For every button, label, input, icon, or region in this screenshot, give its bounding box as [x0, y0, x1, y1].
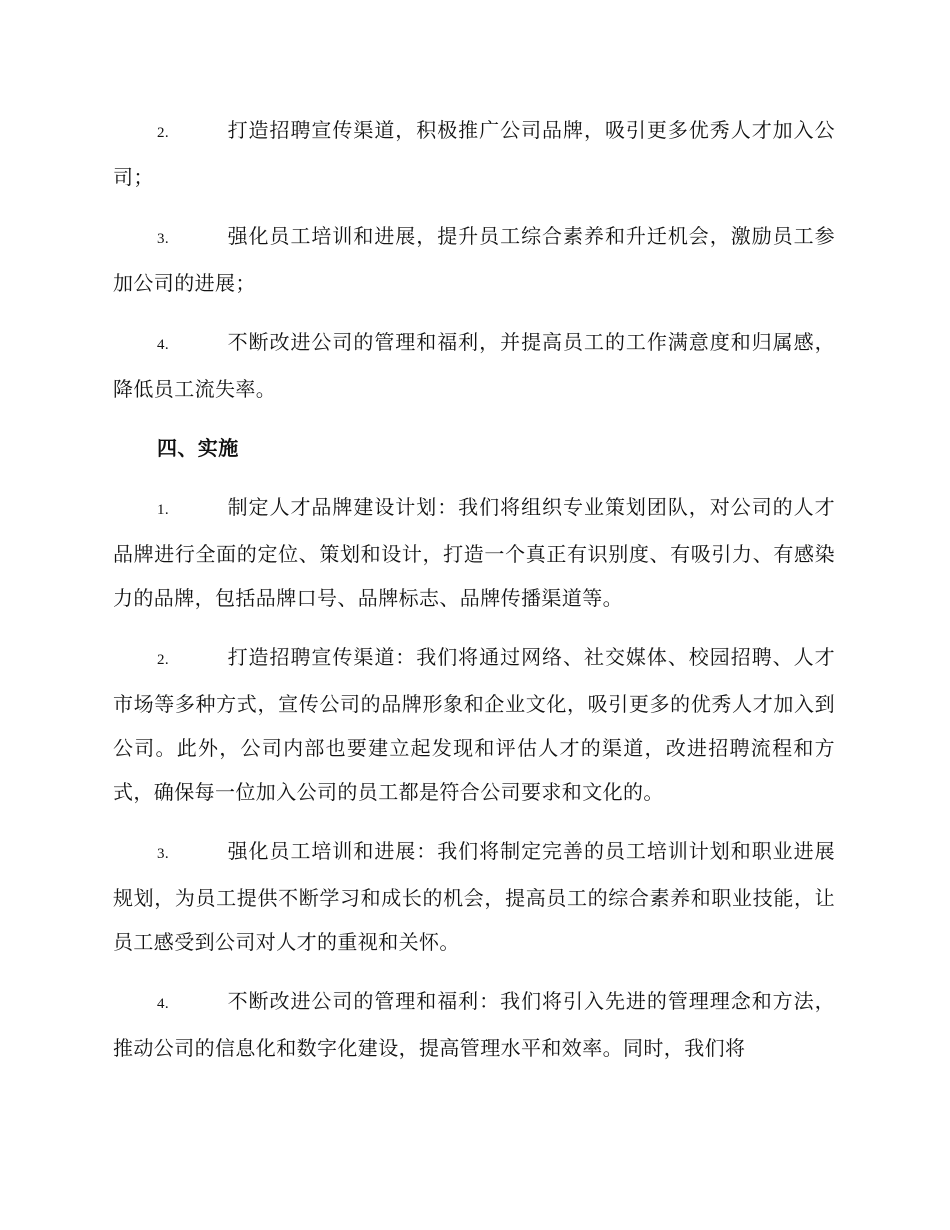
list-item — [113, 320, 835, 411]
list-text: 打造招聘宣传渠道：我们将通过网络、社交媒体、校园招聘、人才市场等多种方式，宣传公司的品牌形象和企业文化，吸引更多的优秀人才加入到公司。此外，公司内部也要建立起发现和评估人才的渠道，改进招聘流程和方式，确保每一位加入公司的员工都是符合公司要求和文化的。 — [113, 645, 835, 804]
list-number: 1. — [157, 502, 170, 518]
list-number: 3. — [157, 231, 170, 247]
list-number: 2. — [157, 652, 170, 668]
list-text: 打造招聘宣传渠道，积极推广公司品牌，吸引更多优秀人才加入公司； — [113, 118, 835, 189]
document-page — [113, 108, 835, 1085]
list-item — [113, 635, 835, 814]
list-number: 4. — [157, 996, 170, 1012]
section-heading: 四、实施 — [157, 436, 239, 460]
list-item — [113, 485, 835, 620]
list-text: 强化员工培训和进展：我们将制定完善的员工培训计划和职业进展规划，为员工提供不断学习和成长的机会，提高员工的综合素养和职业技能，让员工感受到公司对人才的重视和关怀。 — [113, 839, 835, 954]
list-number: 3. — [157, 846, 170, 862]
list-text: 不断改进公司的管理和福利：我们将引入先进的管理理念和方法，推动公司的信息化和数字化建设，提高管理水平和效率。同时，我们将 — [113, 989, 835, 1060]
list-text: 强化员工培训和进展，提升员工综合素养和升迁机会，激励员工参加公司的进展； — [113, 224, 835, 295]
list-number: 2. — [157, 125, 170, 141]
list-item — [113, 108, 835, 199]
list-text: 不断改进公司的管理和福利，并提高员工的工作满意度和归属感，降低员工流失率。 — [113, 330, 835, 401]
list-item — [113, 979, 835, 1070]
list-item — [113, 214, 835, 305]
list-number: 4. — [157, 337, 170, 353]
list-item — [113, 829, 835, 964]
list-text: 制定人才品牌建设计划：我们将组织专业策划团队，对公司的人才品牌进行全面的定位、策划和设计，打造一个真正有识别度、有吸引力、有感染力的品牌，包括品牌口号、品牌标志、品牌传播渠道等。 — [113, 495, 835, 610]
